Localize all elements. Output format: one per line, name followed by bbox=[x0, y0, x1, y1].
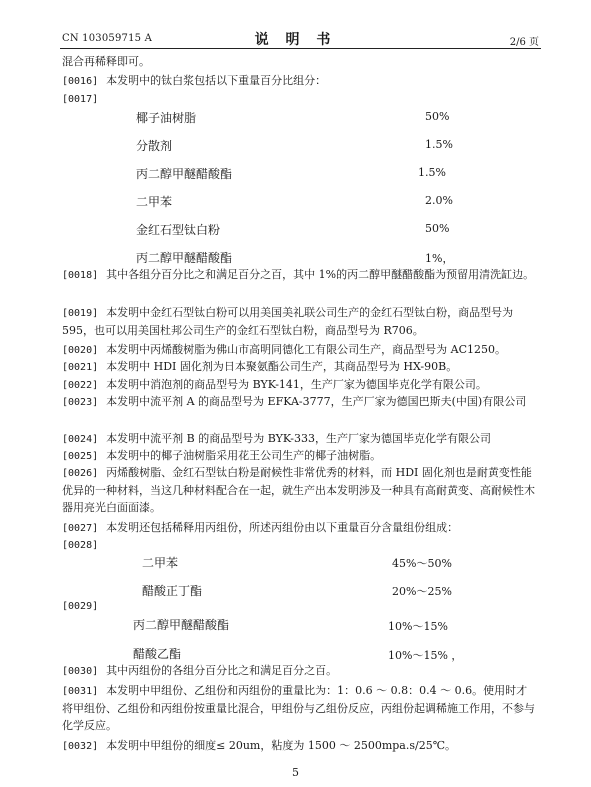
paragraph-number: [0019] bbox=[62, 308, 99, 319]
patent-number: CN 103059715 A bbox=[62, 33, 153, 44]
ingredient-value: 50% bbox=[425, 110, 450, 123]
paragraph-text: 本发明中丙烯酸树脂为佛山市高明同德化工有限公司生产，商品型号为 AC1250。 bbox=[106, 343, 506, 356]
paragraph-number: [0032] bbox=[62, 741, 99, 752]
intro-line: 混合再稀释即可。 bbox=[62, 55, 150, 68]
page-number: 5 bbox=[292, 766, 299, 779]
paragraph-text: 本发明中的钛白浆包括以下重量百分比组分： bbox=[106, 74, 327, 87]
paragraph-0032 bbox=[62, 737, 538, 755]
paragraph-0023 bbox=[62, 393, 538, 411]
paragraph-text: 其中丙组份的各组分百分比之和满足百分之百。 bbox=[106, 664, 338, 677]
paragraph-number: [0025] bbox=[62, 451, 99, 462]
document-title: 说 明 书 bbox=[254, 32, 337, 48]
paragraph-number: [0022] bbox=[62, 380, 99, 391]
paragraph-tag-0028: [0028] bbox=[62, 540, 99, 551]
paragraph-number: [0016] bbox=[62, 76, 99, 87]
paragraph-text: 本发明中甲组份的细度≤ 20um，粘度为 1500 ～ 2500mpa.s/25℃。 bbox=[106, 739, 457, 752]
ingredient-name: 丙二醇甲醚醋酸酯 bbox=[136, 167, 233, 181]
ingredient-value: 1.5% bbox=[418, 166, 446, 179]
paragraph-number: [0031] bbox=[62, 686, 99, 697]
paragraph-text: 本发明中甲组份、乙组份和丙组份的重量比为：1：0.6 ～ 0.8：0.4 ～ 0.6。使用时才将甲组份、乙组份和丙组份按重量比混合，甲组份与乙组份反应，丙组份起调稀施工作用，不参与化学反应。 bbox=[62, 684, 535, 732]
paragraph-0025 bbox=[62, 447, 538, 465]
paragraph-number: [0030] bbox=[62, 666, 99, 677]
header-rule bbox=[60, 48, 541, 49]
paragraph-0020 bbox=[62, 341, 538, 359]
paragraph-0026 bbox=[62, 464, 538, 516]
ingredient-name: 二甲苯 bbox=[142, 556, 179, 570]
paragraph-text: 本发明中消泡剂的商品型号为 BYK-141，生产厂家为德国毕克化学有限公司。 bbox=[106, 378, 487, 391]
ingredient-name: 醋酸乙酯 bbox=[133, 647, 182, 661]
paragraph-0024 bbox=[62, 430, 538, 448]
paragraph-0016 bbox=[62, 72, 538, 90]
paragraph-tag-0017: [0017] bbox=[62, 94, 99, 105]
paragraph-text: 其中各组分百分比之和满足百分之百，其中 1%的丙二醇甲醚醋酸酯为预留用清洗缸边。 bbox=[106, 268, 535, 281]
ingredient-name: 二甲苯 bbox=[136, 195, 173, 209]
ingredient-value: 50% bbox=[425, 222, 450, 235]
paragraph-number: [0020] bbox=[62, 345, 99, 356]
paragraph-tag-0029: [0029] bbox=[62, 601, 99, 612]
paragraph-text: 本发明中 HDI 固化剂为日本聚氨酯公司生产，其商品型号为 HX-90B。 bbox=[106, 360, 458, 373]
paragraph-text: 本发明中流平剂 B 的商品型号为 BYK-333，生产厂家为德国毕克化学有限公司 bbox=[106, 432, 491, 445]
paragraph-number: [0024] bbox=[62, 434, 99, 445]
ingredient-name: 分散剂 bbox=[136, 139, 173, 153]
ingredient-name: 金红石型钛白粉 bbox=[136, 223, 221, 237]
paragraph-0022 bbox=[62, 376, 538, 394]
ingredient-value: 1%， bbox=[425, 252, 454, 265]
paragraph-number: [0027] bbox=[62, 523, 99, 534]
ingredient-value: 10%～15% bbox=[388, 620, 448, 633]
paragraph-0019 bbox=[62, 304, 538, 339]
paragraph-number: [0021] bbox=[62, 362, 99, 373]
paragraph-0030 bbox=[62, 662, 538, 680]
ingredient-name: 椰子油树脂 bbox=[136, 111, 197, 125]
ingredient-name: 醋酸正丁酯 bbox=[142, 584, 203, 598]
paragraph-0021 bbox=[62, 358, 538, 376]
paragraph-number: [0023] bbox=[62, 397, 99, 408]
page-indicator: 2/6 页 bbox=[509, 37, 539, 48]
paragraph-text: 本发明中的椰子油树脂采用花王公司生产的椰子油树脂。 bbox=[106, 449, 382, 462]
ingredient-value: 20%～25% bbox=[392, 585, 452, 598]
paragraph-0018 bbox=[62, 266, 538, 284]
ingredient-value: 1.5% bbox=[425, 138, 453, 151]
paragraph-0031 bbox=[62, 682, 538, 734]
ingredient-name: 丙二醇甲醚醋酸酯 bbox=[133, 618, 230, 632]
paragraph-number: [0018] bbox=[62, 270, 99, 281]
paragraph-text: 本发明中流平剂 A 的商品型号为 EFKA-3777，生产厂家为德国巴斯夫(中国)有限公司 bbox=[106, 395, 527, 408]
ingredient-value: 45%～50% bbox=[392, 557, 452, 570]
paragraph-0027 bbox=[62, 519, 538, 537]
paragraph-text: 本发明还包括稀释用丙组份，所述丙组份由以下重量百分含量组份组成： bbox=[106, 521, 459, 534]
ingredient-value: 2.0% bbox=[425, 194, 453, 207]
ingredient-name: 丙二醇甲醚醋酸酯 bbox=[136, 251, 233, 265]
paragraph-text: 本发明中金红石型钛白粉可以用美国美礼联公司生产的金红石型钛白粉，商品型号为 595，也可以用美国杜邦公司生产的金红石型钛白粉，商品型号为 R706。 bbox=[62, 306, 514, 337]
ingredient-value: 10%～15% ， bbox=[388, 649, 463, 662]
paragraph-text: 丙烯酸树脂、金红石型钛白粉是耐候性非常优秀的材料，而 HDI 固化剂也是耐黄变性能优异的一种材料，当这几种材料配合在一起，就生产出本发明涉及一种具有高耐黄变、高耐候性木器用亮光白面面漆。 bbox=[62, 466, 535, 514]
paragraph-number: [0026] bbox=[62, 468, 99, 479]
